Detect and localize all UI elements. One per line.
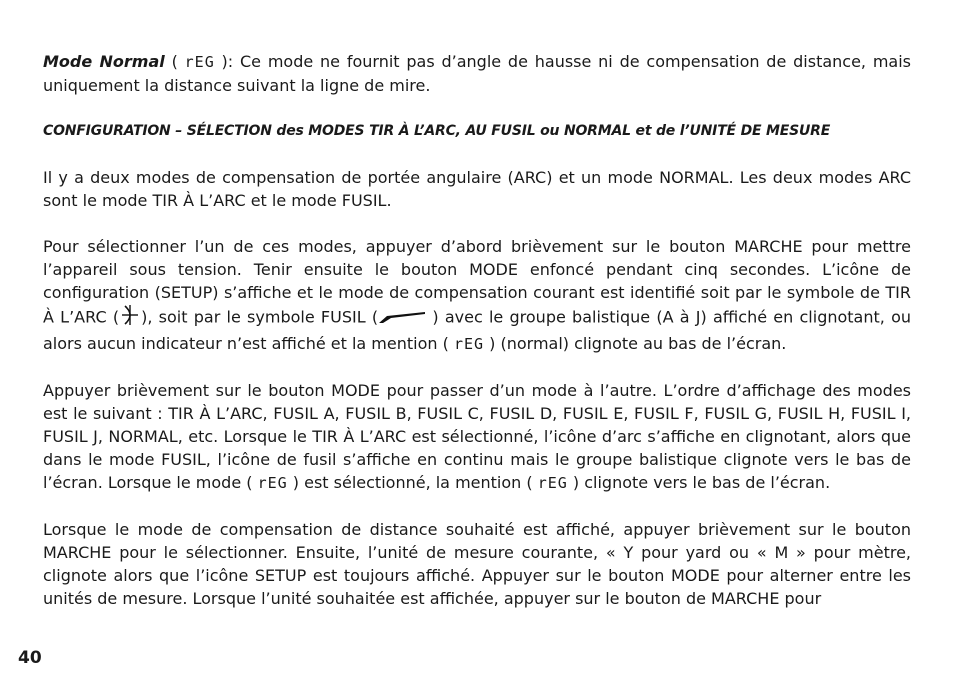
page-number: 40 (18, 648, 42, 668)
paragraph-mode-normal: Mode Normal ( rEG ): Ce mode ne fournit pas d’angle de hausse ni de compensation de distance, mais uniquement la distance suivant la ligne de mire. (43, 52, 912, 95)
section-heading: CONFIGURATION – SÉLECTION des MODES TIR À L’ARC, AU FUSIL ou NORMAL et de l’UNITÉ DE MESURE (43, 123, 831, 139)
paragraph-mode-order: Appuyer brièvement sur le bouton MODE pour passer d’un mode à l’autre. L’ordre d’affichage des modes est le suivant : TIR À L’ARC, FUSIL A, FUSIL B, FUSIL C, FUSIL D, FUSIL E, FUSIL F, FUSIL G, FUSIL H, FUSIL I, FUSIL J, NORMAL, etc. Lorsque le TIR À L’ARC est sélectionné, l’icône d’arc s’affiche en clignotant, alors que dans le mode FUSIL, l’icône de fusil s’affiche en continu mais le groupe balistique clignote vers le bas de l’écran. Lorsque le mode ( rEG ) est sélectionné, la mention ( rEG ) clignote vers le bas de l’écran. (43, 381, 911, 492)
reg-symbol: rEG (184, 53, 215, 71)
reg-symbol: rEG (537, 474, 568, 492)
reg-symbol: rEG (257, 474, 288, 492)
paragraph-select-mode: Pour sélectionner l’un de ces modes, appuyer d’abord brièvement sur le bouton MARCHE pour mettre l’appareil sous tension. Tenir ensuite le bouton MODE enfoncé pendant cinq secondes. L’icône de configuration (SETUP) s’affiche et le mode de compensation courant est identifié soit par le symbole de TIR À L’ARC ( ), soit par le symbole FUSIL ( ) avec le groupe balistique (A à J) affiché en clignotant, ou alors aucun indicateur n’est affiché et la mention ( rEG ) (normal) clignote au bas de l’écran. (43, 237, 912, 353)
reg-symbol: rEG (453, 335, 485, 353)
paragraph-modes-intro: Il y a deux modes de compensation de portée angulaire (ARC) et un mode NORMAL. Les deux modes ARC sont le mode TIR À L’ARC et le mode FUSIL. (43, 168, 911, 210)
bow-icon (119, 304, 141, 332)
paragraph-unit-selection: Lorsque le mode de compensation de distance souhaité est affiché, appuyer brièvement sur le bouton MARCHE pour le sélectionner. Ensuite, l’unité de mesure courante, « Y pour yard ou « M » pour mètre, clignote alors que l’icône SETUP est toujours affiché. Appuyer sur le bouton MODE pour alterner entre les unités de mesure. Lorsque l’unité souhaitée est affichée, appuyer sur le bouton de MARCHE pour (43, 520, 911, 608)
page-content (43, 50, 911, 610)
mode-normal-label: Mode Normal (43, 52, 165, 71)
rifle-icon (378, 307, 426, 330)
mode-normal-text: : Ce mode ne fournit pas d’angle de hausse ni de compensation de distance, mais uniquement la distance suivant la ligne de mire. (43, 52, 912, 95)
